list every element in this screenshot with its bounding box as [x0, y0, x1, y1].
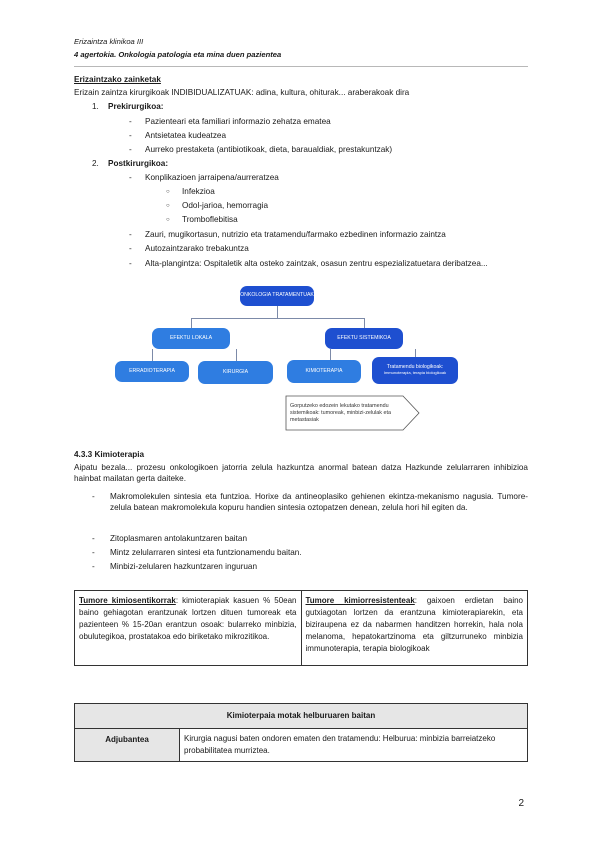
- list-item-postkirurgikoa: 2. Postkirurgikoa:: [92, 159, 169, 168]
- row-label: Adjubantea: [75, 729, 180, 762]
- list-item: ○ Infekzioa: [166, 187, 215, 196]
- list-item: - Pazienteari eta familiari informazio zehatza ematea: [129, 117, 331, 126]
- chemo-types-table: [74, 703, 528, 762]
- bullet-item: - Makromolekulen sintesia eta funtzioa. Horixe da antineoplasiko gehienen ekintza-mekanismo nagusia. Tumore-zelula batean makromolekula kopuru handien sintesia oztopatzen denean, zelula hori hil egiten da.: [92, 492, 528, 513]
- node-biological: [372, 357, 458, 384]
- cell-chemosensitive: Tumore kimiosentikorrak: kimioterapiak kasuen % 50ean baino gehiagotan erantzunak lortzen dituen tumoreak eta pazienteen % 15-20an erantzun osoak: bularreko minbizia, obulutegikoa, prostatakoa edo biriketako mikrozitikoa.: [75, 591, 302, 666]
- node-root: ONKOLOGIA TRATAMENTUAK: [240, 286, 314, 306]
- header-course: Erizaintza klinikoa III: [74, 37, 144, 46]
- node-biological-title: Tratamendu biologikoak:: [386, 364, 444, 371]
- node-local-effect: EFEKTU LOKALA: [152, 328, 230, 349]
- section-intro: Erizain zaintza kirurgikoak INDIBIDUALIZATUAK: adina, kultura, ohiturak... araberakoak dira: [74, 88, 410, 97]
- bullet-item: - Mintz zelularraren sintesi eta funtzionamendu baitan.: [92, 548, 302, 557]
- list-item-prekirurgikoa: 1. Prekirurgikoa:: [92, 102, 164, 111]
- header-divider: [74, 66, 528, 67]
- node-surgery: KIRURGIA: [198, 361, 273, 384]
- list-item: - Antsietatea kudeatzea: [129, 131, 227, 140]
- page-number: 2: [518, 798, 524, 809]
- bullet-item: - Zitoplasmaren antolakuntzaren baitan: [92, 534, 247, 543]
- tumor-sensitivity-table: [74, 590, 528, 666]
- node-biological-sub: Immunoterapia, terapia biologikoak: [383, 370, 447, 376]
- list-item: ○ Odol-jarioa, hemorragia: [166, 201, 269, 210]
- list-item: - Autozaintzarako trebakuntza: [129, 244, 249, 253]
- chemo-paragraph: Aipatu bezala... prozesu onkologikoen jatorria zelula hazkuntza anormal batean datza Hazkunde zelularraren inhibizioa hainbat mailatan gerta daiteke.: [74, 463, 528, 484]
- list-item: - Aurreko prestaketa (antibiotikoak, dieta, barauald​iak, prestakuntzak): [129, 145, 393, 154]
- cell-chemoresistant: Tumore kimiorresistenteak: gaixoen erdietan baino gutxiagotan lortzen da erantzuna kimioterapiarekin, eta biziraupena ez da nabarmen handitzen horrekin, hala nola melanoma, hepatokartzinoma eta giltzurruneko minbizia immunoterapia, terapia biologikoak: [301, 591, 528, 666]
- node-radiotherapy: ERRADIOTERAPIA: [115, 361, 189, 382]
- subsection-title: 4.3.3 Kimioterapia: [74, 450, 145, 459]
- list-item: - Zauri, mugikortasun, nutrizio eta tratamendu/farmako ezbedinen informazio zaintza: [129, 230, 446, 239]
- table-header: Kimioterpaia motak helburuaren baitan: [75, 704, 528, 729]
- node-systemic-effect: EFEKTU SISTEMIKOA: [325, 328, 403, 349]
- row-text: Kirurgia nagusi baten ondoren ematen den tratamendu: Helburua: minbizia barreiatzeko probabilitatea murriztea.: [180, 729, 528, 762]
- list-item: - Alta-plangintza: Ospitaletik alta osteko zaintzak, osasun zentru espezializatuetara deribatzea...: [129, 259, 488, 268]
- node-chemotherapy: KIMIOTERAPIA: [287, 360, 361, 383]
- arrow-callout-text: Gorputzeko edozein lekutako tratamendu sistemikoak: tumoreak, minbizi-zelulak eta metastasiak: [290, 403, 391, 424]
- bullet-item: - Minbizi-zelularen hazkuntzaren inguruan: [92, 562, 258, 571]
- list-item: ○ Tromboflebitisa: [166, 215, 238, 224]
- header-topic: 4 agertokia. Onkologia patologia eta mina duen pazientea: [74, 50, 282, 59]
- section-title: Erizaintzako zainketak: [74, 75, 161, 84]
- list-item: - Konplikazioen jarraipena/aurreratzea: [129, 173, 279, 182]
